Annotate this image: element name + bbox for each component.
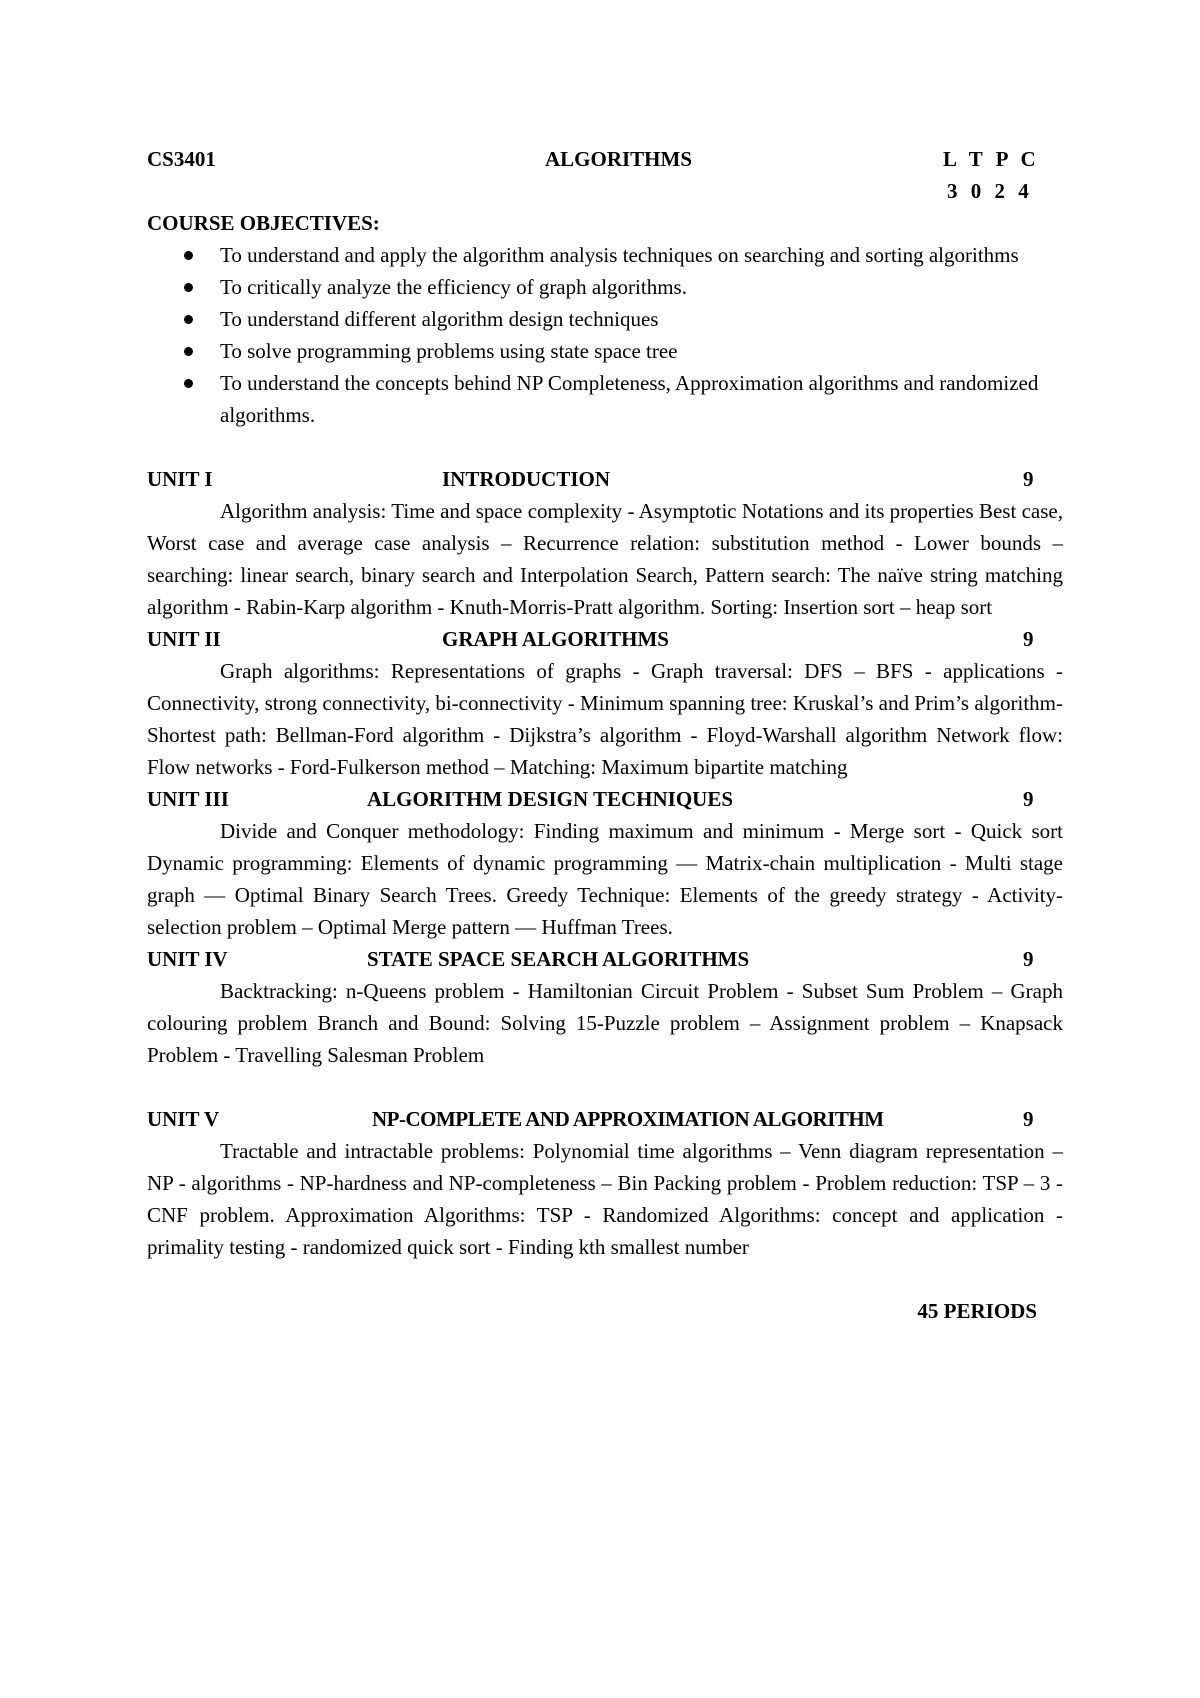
spacer [147, 431, 1063, 463]
unit-heading [147, 1103, 1063, 1135]
course-title: ALGORITHMS [545, 147, 693, 171]
unit-3 [147, 783, 1063, 943]
unit-2 [147, 623, 1063, 783]
unit-heading [147, 783, 1063, 815]
unit-title: STATE SPACE SEARCH ALGORITHMS [367, 947, 750, 971]
unit-number: UNIT III [147, 787, 229, 811]
course-header [147, 143, 1063, 175]
unit-content: Tractable and intractable problems: Polynomial time algorithms – Venn diagram representation – NP - algorithms - NP-hardness and NP-completeness – Bin Packing problem - Problem reduction: TSP – 3 - CNF problem. Approximation Algorithms: TSP - Randomized Algorithms: concept and application - primality testing - randomized quick sort - Finding kth smallest number [147, 1139, 1063, 1259]
unit-4 [147, 943, 1063, 1071]
unit-content: Algorithm analysis: Time and space complexity - Asymptotic Notations and its properties Best case, Worst case and average case analysis – Recurrence relation: substitution method - Lower bounds – searching: linear search, binary search and Interpolation Search, Pattern search: The naïve string matching algorithm - Rabin-Karp algorithm - Knuth-Morris-Pratt algorithm. Sorting: Insertion sort – heap sort [147, 499, 1063, 619]
unit-title: NP-COMPLETE AND APPROXIMATION ALGORITHM [372, 1107, 884, 1131]
unit-hours: 9 [1023, 787, 1034, 811]
unit-5 [147, 1103, 1063, 1263]
unit-heading [147, 943, 1063, 975]
unit-title: GRAPH ALGORITHMS [442, 627, 669, 651]
unit-number: UNIT I [147, 467, 213, 491]
list-item: To critically analyze the efficiency of graph algorithms. [147, 271, 1063, 303]
ltpc-values: 3 0 2 4 [947, 179, 1033, 203]
course-code: CS3401 [147, 147, 216, 171]
unit-hours: 9 [1023, 467, 1034, 491]
unit-heading [147, 623, 1063, 655]
unit-hours: 9 [1023, 947, 1034, 971]
unit-title: INTRODUCTION [442, 467, 611, 491]
unit-hours: 9 [1023, 627, 1034, 651]
credits-row [147, 175, 1063, 207]
unit-hours: 9 [1023, 1107, 1034, 1131]
spacer [147, 1263, 1063, 1295]
unit-number: UNIT II [147, 627, 221, 651]
list-item: To solve programming problems using state space tree [147, 335, 1063, 367]
spacer [147, 1071, 1063, 1103]
unit-number: UNIT IV [147, 947, 228, 971]
list-item: To understand different algorithm design techniques [147, 303, 1063, 335]
objectives-list [147, 239, 1063, 431]
unit-content: Graph algorithms: Representations of graphs - Graph traversal: DFS – BFS - applications - Connectivity, strong connectivity, bi-connectivity - Minimum spanning tree: Kruskal’s and Prim’s algorithm- Shortest path: Bellman-Ford algorithm - Dijkstra’s algorithm - Floyd-Warshall algorithm Network flow: Flow networks - Ford-Fulkerson method – Matching: Maximum bipartite matching [147, 659, 1063, 779]
unit-number: UNIT V [147, 1107, 220, 1131]
ltpc-label: L T P C [943, 147, 1040, 171]
syllabus-page [147, 143, 1063, 1327]
unit-content: Divide and Conquer methodology: Finding maximum and minimum - Merge sort - Quick sort Dynamic programming: Elements of dynamic programming — Matrix-chain multiplication - Multi stage graph — Optimal Binary Search Trees. Greedy Technique: Elements of the greedy strategy - Activity-selection problem – Optimal Merge pattern — Huffman Trees. [147, 819, 1063, 939]
unit-1 [147, 463, 1063, 623]
total-periods: 45 PERIODS [917, 1299, 1037, 1323]
list-item: To understand and apply the algorithm analysis techniques on searching and sorting algorithms [147, 239, 1063, 271]
objectives-heading: COURSE OBJECTIVES: [147, 211, 380, 235]
unit-heading [147, 463, 1063, 495]
unit-title: ALGORITHM DESIGN TECHNIQUES [367, 787, 734, 811]
unit-content: Backtracking: n-Queens problem - Hamiltonian Circuit Problem - Subset Sum Problem – Graph colouring problem Branch and Bound: Solving 15-Puzzle problem – Assignment problem – Knapsack Problem - Travelling Salesman Problem [147, 979, 1063, 1067]
list-item: To understand the concepts behind NP Completeness, Approximation algorithms and randomized algorithms. [147, 367, 1063, 431]
